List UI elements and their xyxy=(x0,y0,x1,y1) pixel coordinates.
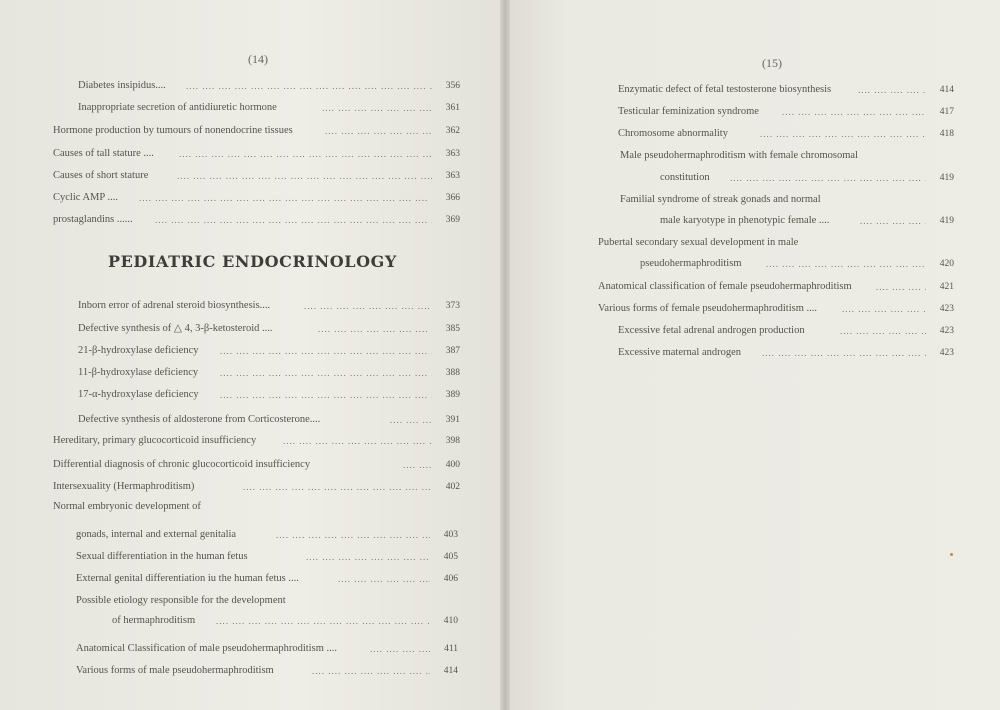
toc-entry xyxy=(112,612,458,630)
toc-entry-page: 419 xyxy=(939,216,954,226)
toc-entry xyxy=(76,640,458,658)
toc-entry xyxy=(618,103,954,121)
dot-leader xyxy=(766,255,926,273)
toc-entry xyxy=(53,122,460,140)
toc-entry-page: 387 xyxy=(445,346,460,356)
dot-leader xyxy=(177,167,432,185)
toc-entry xyxy=(76,548,458,566)
toc-entry-label: gonads, internal and external genitalia xyxy=(76,529,237,540)
toc-entry xyxy=(78,364,460,382)
toc-continuation-line: Male pseudohermaphroditism with female chromosomal xyxy=(620,150,858,161)
toc-entry-label: Defective synthesis of △ 4, 3-β-ketosteroid .... xyxy=(78,323,273,334)
section-title: PEDIATRIC ENDOCRINOLOGY xyxy=(108,252,397,271)
toc-continuation-line: Familial syndrome of streak gonads and normal xyxy=(620,194,821,205)
dot-leader xyxy=(312,662,430,680)
toc-entry-label: Anatomical classification of female pseudohermaphroditism xyxy=(598,281,852,292)
toc-entry-label: External genital differentiation iu the human fetus .... xyxy=(76,573,299,584)
page-number-left: (14) xyxy=(248,52,268,66)
toc-entry xyxy=(53,167,460,185)
paper-speck xyxy=(950,553,953,556)
toc-entry-label: Differential diagnosis of chronic glucocorticoid insufficiency xyxy=(53,459,311,470)
toc-entry-page: 388 xyxy=(445,368,460,378)
dot-leader xyxy=(220,364,432,382)
toc-entry-page: 391 xyxy=(445,415,460,425)
toc-entry-page: 423 xyxy=(939,326,954,336)
toc-entry-label: Sexual differentiation in the human fetus xyxy=(76,551,248,562)
toc-entry xyxy=(76,662,458,680)
dot-leader xyxy=(876,278,926,296)
toc-entry xyxy=(78,386,460,404)
dot-leader xyxy=(858,81,926,99)
toc-entry xyxy=(78,99,460,117)
dot-leader xyxy=(338,570,430,588)
dot-leader xyxy=(139,189,432,207)
dot-leader xyxy=(840,322,926,340)
toc-entry-page: 363 xyxy=(445,171,460,181)
toc-entry xyxy=(53,189,460,207)
dot-leader xyxy=(782,103,926,121)
toc-entry xyxy=(618,322,954,340)
toc-entry-page: 373 xyxy=(445,301,460,311)
toc-entry-label: Intersexuality (Hermaphroditism) xyxy=(53,481,195,492)
dot-leader xyxy=(860,212,926,230)
toc-entry-page: 419 xyxy=(939,173,954,183)
toc-entry xyxy=(78,320,460,338)
toc-entry-label: Various forms of male pseudohermaphroditism xyxy=(76,665,274,676)
toc-entry-label: Causes of tall stature .... xyxy=(53,148,154,159)
toc-entry-label: prostaglandins ...... xyxy=(53,214,133,225)
dot-leader xyxy=(760,125,926,143)
toc-entry xyxy=(76,526,458,544)
toc-continuation-line: Possible etiology responsible for the development xyxy=(76,595,286,606)
toc-entry xyxy=(78,342,460,360)
dot-leader xyxy=(283,432,432,450)
toc-entry-label: Hereditary, primary glucocorticoid insufficiency xyxy=(53,435,257,446)
toc-entry xyxy=(53,145,460,163)
toc-entry-page: 418 xyxy=(939,129,954,139)
toc-entry-page: 410 xyxy=(443,616,458,626)
toc-entry-label: Enzymatic defect of fetal testosterone biosynthesis xyxy=(618,84,832,95)
toc-entry-page: 356 xyxy=(445,81,460,91)
toc-entry-label: Inborn error of adrenal steroid biosynthesis.... xyxy=(78,300,271,311)
toc-entry-label: 21-β-hydroxylase deficiency xyxy=(78,345,199,356)
toc-entry-label: Hormone production by tumours of nonendocrine tissues xyxy=(53,125,293,136)
toc-entry xyxy=(53,456,460,474)
toc-entry-page: 405 xyxy=(443,552,458,562)
toc-entry-label: Cyclic AMP .... xyxy=(53,192,118,203)
toc-entry-page: 400 xyxy=(445,460,460,470)
toc-entry-page: 423 xyxy=(939,304,954,314)
toc-entry xyxy=(618,344,954,362)
toc-entry xyxy=(660,169,954,187)
toc-entry-label: Various forms of female pseudohermaphroditism .... xyxy=(598,303,817,314)
toc-entry-page: 414 xyxy=(939,85,954,95)
toc-entry-page: 406 xyxy=(443,574,458,584)
toc-entry-page: 411 xyxy=(444,644,458,654)
dot-leader xyxy=(306,548,430,566)
toc-entry-page: 363 xyxy=(445,149,460,159)
dot-leader xyxy=(186,77,432,95)
toc-entry-page: 361 xyxy=(445,103,460,113)
toc-entry-label: Chromosome abnormality xyxy=(618,128,728,139)
dot-leader xyxy=(220,342,432,360)
toc-entry-label: Testicular feminization syndrome xyxy=(618,106,759,117)
toc-entry-page: 362 xyxy=(445,126,460,136)
book-gutter xyxy=(500,0,510,710)
dot-leader xyxy=(276,526,430,544)
dot-leader xyxy=(730,169,926,187)
dot-leader xyxy=(216,612,430,630)
toc-entry-label: Excessive maternal androgen xyxy=(618,347,742,358)
toc-entry-page: 423 xyxy=(939,348,954,358)
toc-entry xyxy=(598,278,954,296)
dot-leader xyxy=(322,99,432,117)
toc-entry xyxy=(660,212,954,230)
dot-leader xyxy=(243,478,432,496)
toc-entry-page: 398 xyxy=(445,436,460,446)
toc-entry xyxy=(53,478,460,496)
dot-leader xyxy=(390,411,432,429)
toc-entry xyxy=(53,211,460,229)
toc-entry-label: Causes of short stature xyxy=(53,170,149,181)
dot-leader xyxy=(842,300,926,318)
dot-leader xyxy=(155,211,432,229)
dot-leader xyxy=(304,297,432,315)
dot-leader xyxy=(325,122,432,140)
toc-entry-page: 421 xyxy=(939,282,954,292)
toc-entry-label: Anatomical Classification of male pseudohermaphroditism .... xyxy=(76,643,337,654)
toc-entry-label: of hermaphroditism xyxy=(112,615,196,626)
toc-continuation-line: Pubertal secondary sexual development in male xyxy=(598,237,799,248)
toc-entry-label: pseudohermaphroditism xyxy=(640,258,742,269)
toc-entry-page: 414 xyxy=(443,666,458,676)
page-number-right: (15) xyxy=(762,56,782,70)
dot-leader xyxy=(403,456,432,474)
toc-entry xyxy=(618,125,954,143)
dot-leader xyxy=(179,145,432,163)
toc-entry-label: 11-β-hydroxylase deficiency xyxy=(78,367,199,378)
toc-entry xyxy=(640,255,954,273)
toc-entry-label: Inappropriate secretion of antidiuretic hormone xyxy=(78,102,277,113)
toc-entry-page: 389 xyxy=(445,390,460,400)
toc-entry-label: 17-α-hydroxylase deficiency xyxy=(78,389,199,400)
dot-leader xyxy=(220,386,432,404)
dot-leader xyxy=(370,640,430,658)
toc-entry xyxy=(598,300,954,318)
toc-entry-page: 420 xyxy=(939,259,954,269)
toc-continuation-line: Normal embryonic development of xyxy=(53,501,201,512)
toc-entry xyxy=(76,570,458,588)
toc-entry-page: 403 xyxy=(443,530,458,540)
toc-entry xyxy=(78,297,460,315)
dot-leader xyxy=(318,320,432,338)
toc-entry-page: 369 xyxy=(445,215,460,225)
toc-entry-label: Diabetes insipidus.... xyxy=(78,80,166,91)
toc-entry xyxy=(618,81,954,99)
toc-entry-page: 417 xyxy=(939,107,954,117)
toc-entry-page: 385 xyxy=(445,324,460,334)
toc-entry xyxy=(78,411,460,429)
toc-entry xyxy=(53,432,460,450)
toc-entry xyxy=(78,77,460,95)
toc-entry-label: male karyotype in phenotypic female .... xyxy=(660,215,830,226)
toc-entry-page: 402 xyxy=(445,482,460,492)
dot-leader xyxy=(762,344,926,362)
toc-entry-page: 366 xyxy=(445,193,460,203)
toc-entry-label: Excessive fetal adrenal androgen production xyxy=(618,325,805,336)
toc-entry-label: constitution xyxy=(660,172,710,183)
toc-entry-label: Defective synthesis of aldosterone from Corticosterone.... xyxy=(78,414,321,425)
